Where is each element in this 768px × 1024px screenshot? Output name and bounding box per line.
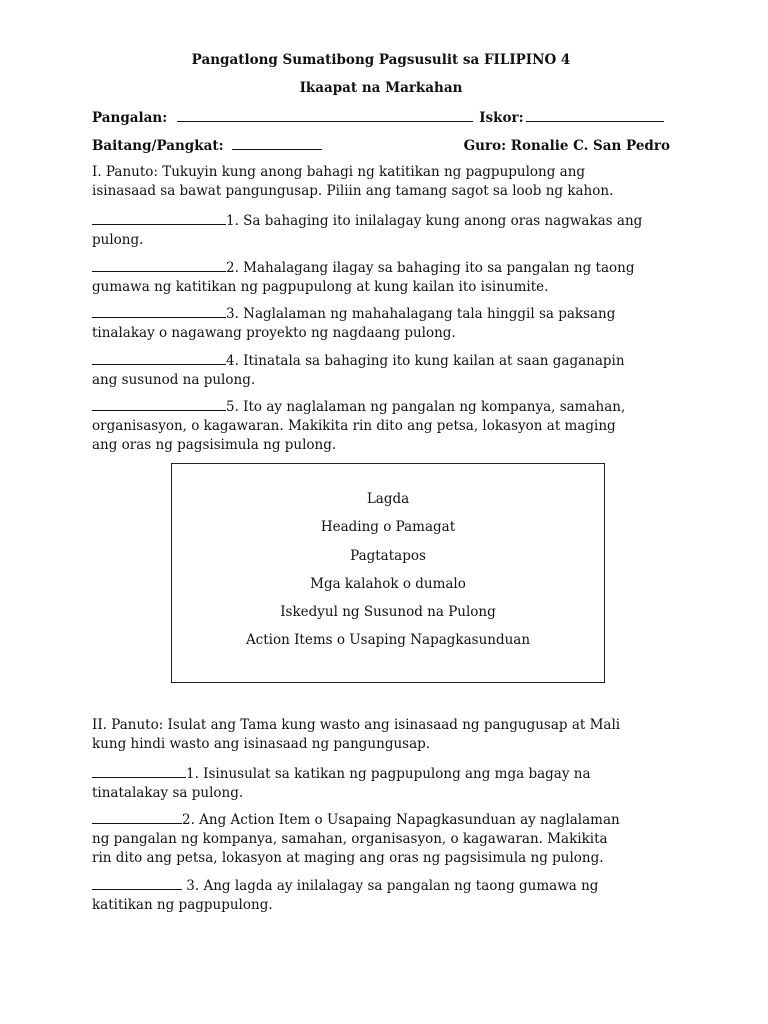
page-title: Pangatlong Sumatibong Pagsusulit sa FILIPINO 4	[191, 52, 571, 68]
answer-blank[interactable]	[92, 810, 182, 824]
page-subtitle: Ikaapat na Markahan	[299, 80, 463, 96]
answer-blank[interactable]	[92, 764, 186, 778]
part1-item-3: 3. Naglalaman ng mahahalagang tala hinggil sa paksang tinalakay o nagawang proyekto ng nagdaang pulong.	[92, 306, 616, 341]
answer-blank[interactable]	[92, 351, 226, 365]
answer-blank[interactable]	[92, 397, 226, 411]
part2-item-3: 3. Ang lagda ay inilalagay sa pangalan ng taong gumawa ng katitikan ng pagpupulong.	[92, 878, 599, 913]
score-label: Iskor:	[479, 110, 524, 126]
choice-item: Pagtatapos	[350, 548, 426, 564]
answer-blank[interactable]	[92, 211, 226, 225]
answer-blank[interactable]	[92, 876, 182, 890]
grade-teacher-row	[92, 137, 670, 154]
part1-item-5: 5. Ito ay naglalaman ng pangalan ng kompanya, samahan, organisasyon, o kagawaran. Makikita rin dito ang petsa, lokasyon at maging ang oras ng pagsisimula ng pulong.	[92, 399, 626, 453]
choice-item: Heading o Pamagat	[320, 519, 456, 535]
choice-item: Action Items o Usaping Napagkasunduan	[245, 632, 531, 648]
part1-item-2: 2. Mahalagang ilagay sa bahaging ito sa pangalan ng taong gumawa ng katitikan ng pagpupulong at kung kailan ito isinumite.	[92, 260, 635, 295]
grade-label: Baitang/Pangkat:	[92, 138, 224, 154]
name-score-row	[92, 109, 670, 126]
part2-item-1: 1. Isinusulat sa katikan ng pagpupulong ang mga bagay na tinatalakay sa pulong.	[92, 766, 591, 801]
part2-instruction: II. Panuto: Isulat ang Tama kung wasto ang isinasaad ng pangugusap at Mali kung hindi wasto ang isinasaad ng pangungusap.	[92, 717, 621, 752]
name-label: Pangalan:	[92, 110, 168, 126]
part1-item-4: 4. Itinatala sa bahaging ito kung kailan at saan gaganapin ang susunod na pulong.	[92, 353, 625, 388]
choice-item: Mga kalahok o dumalo	[310, 576, 466, 592]
part1-item-1: 1. Sa bahaging ito inilalagay kung anong oras nagwakas ang pulong.	[92, 213, 643, 248]
grade-field[interactable]	[232, 137, 322, 150]
teacher-label: Guro: Ronalie C. San Pedro	[463, 138, 670, 154]
part2-item-2: 2. Ang Action Item o Usapaing Napagkasunduan ay naglalaman ng pangalan ng kompanya, samahan, organisasyon, o kagawaran. Makikita rin dito ang petsa, lokasyon at maging ang oras ng pagsisimula ng pulong.	[92, 812, 620, 866]
answer-blank[interactable]	[92, 258, 226, 272]
name-field[interactable]	[177, 109, 473, 122]
part1-instruction: I. Panuto: Tukuyin kung anong bahagi ng katitikan ng pagpupulong ang isinasaad sa bawat pangungusap. Piliin ang tamang sagot sa loob ng kahon.	[92, 164, 614, 199]
answer-blank[interactable]	[92, 304, 226, 318]
answer-choices-box	[171, 463, 605, 683]
choice-item: Lagda	[366, 491, 410, 507]
score-field[interactable]	[526, 109, 664, 122]
choice-item: Iskedyul ng Susunod na Pulong	[280, 604, 496, 620]
